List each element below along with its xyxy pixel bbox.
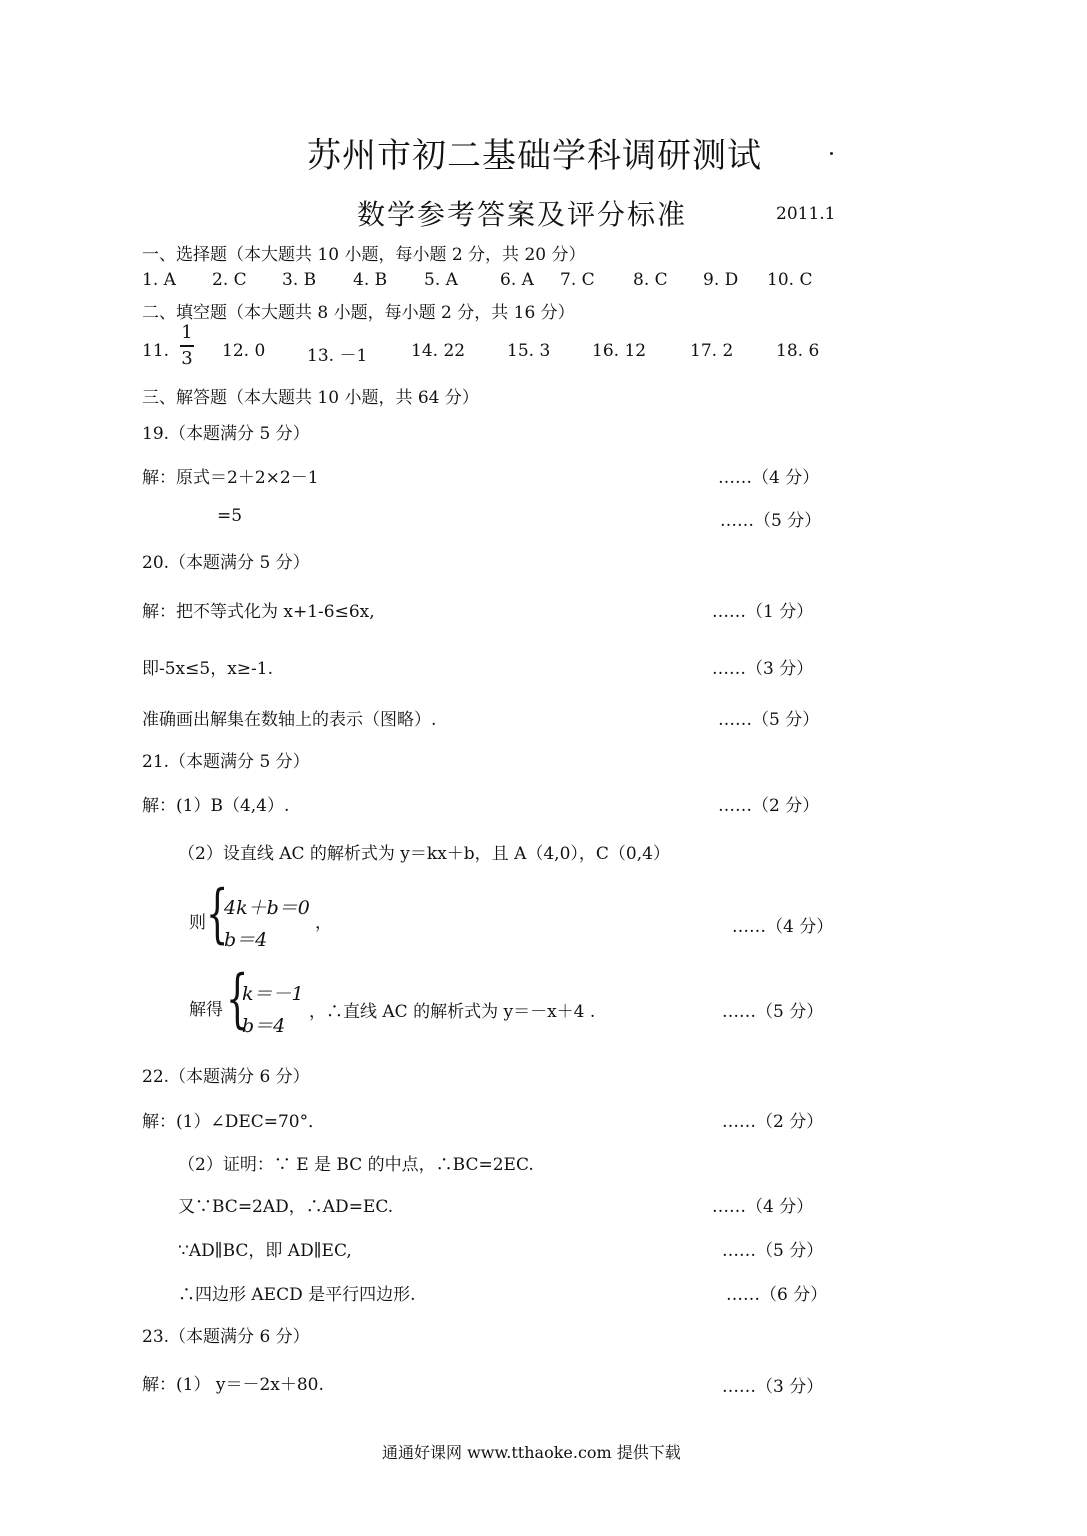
answer-1: 1. A — [142, 270, 176, 290]
q21-line1: 解：(1）B（4,4）. — [142, 796, 290, 816]
q19-mark1: ……（4 分） — [718, 468, 820, 488]
q23-line1: 解：(1） y＝－2x＋80. — [142, 1375, 324, 1395]
q21-system1-suffix: ， — [315, 913, 332, 933]
q21-mark3: ……（5 分） — [722, 1002, 824, 1022]
page-subtitle: 数学参考答案及评分标准 — [357, 198, 688, 231]
q22-line2: （2）证明：∵ E 是 BC 的中点，∴BC=2EC. — [178, 1155, 534, 1175]
section3-heading: 三、解答题（本大题共 10 小题，共 64 分） — [142, 388, 479, 408]
answer-13: 13. －1 — [307, 346, 368, 366]
q19-header: 19.（本题满分 5 分） — [142, 424, 310, 444]
q23-header: 23.（本题满分 6 分） — [142, 1327, 310, 1347]
fraction-bar — [180, 345, 194, 347]
q19-line1: 解：原式＝2＋2×2－1 — [142, 468, 319, 488]
answer-12: 12. 0 — [222, 341, 266, 361]
answer-4: 4. B — [353, 270, 388, 290]
q21-system2-eq2: b＝4 — [242, 1015, 286, 1037]
q22-line5: ∴四边形 AECD 是平行四边形. — [178, 1285, 416, 1305]
answer-15: 15. 3 — [507, 341, 551, 361]
q23-mark1: ……（3 分） — [722, 1377, 824, 1397]
section2-heading: 二、填空题（本大题共 8 小题，每小题 2 分，共 16 分） — [142, 303, 575, 323]
q20-mark1: ……（1 分） — [712, 602, 814, 622]
q20-line3: 准确画出解集在数轴上的表示（图略）. — [142, 710, 437, 730]
answer-2: 2. C — [212, 270, 247, 290]
q21-system1-eq1: 4k＋b＝0 — [224, 897, 310, 919]
q21-system1-prefix: 则 — [189, 913, 206, 933]
q22-line1: 解：(1）∠DEC=70°． — [142, 1112, 326, 1132]
section1-heading: 一、选择题（本大题共 10 小题，每小题 2 分，共 20 分） — [142, 245, 586, 265]
q21-header: 21.（本题满分 5 分） — [142, 752, 310, 772]
answer-10: 10. C — [767, 270, 813, 290]
q22-mark4: ……（5 分） — [722, 1241, 824, 1261]
answer-6: 6. A — [500, 270, 534, 290]
q19-mark2: ……（5 分） — [720, 511, 822, 531]
q20-line1: 解：把不等式化为 x+1-6≤6x, — [142, 602, 375, 622]
q22-mark3: ……（4 分） — [712, 1197, 814, 1217]
answer-3: 3. B — [282, 270, 317, 290]
q22-header: 22.（本题满分 6 分） — [142, 1067, 310, 1087]
q21-system2-eq1: k＝－1 — [242, 983, 304, 1005]
fraction-numerator: 1 — [181, 322, 193, 343]
answer-9: 9. D — [703, 270, 739, 290]
q20-header: 20.（本题满分 5 分） — [142, 553, 310, 573]
left-brace-icon: { — [226, 962, 249, 1036]
q21-system2-suffix: ，∴直线 AC 的解析式为 y＝－x＋4 . — [309, 1002, 596, 1022]
q21-mark2: ……（4 分） — [732, 917, 834, 937]
answer-7: 7. C — [560, 270, 595, 290]
answer-17: 17. 2 — [690, 341, 734, 361]
q21-mark1: ……（2 分） — [718, 796, 820, 816]
q19-line2: =5 — [217, 506, 243, 526]
left-brace-icon: { — [206, 877, 229, 951]
answer-5: 5. A — [424, 270, 458, 290]
answer-8: 8. C — [633, 270, 668, 290]
answer-11-label: 11. — [142, 341, 170, 361]
q20-line2: 即-5x≤5，x≥-1. — [142, 659, 274, 679]
fraction-denominator: 3 — [181, 347, 193, 369]
q21-system1-eq2: b＝4 — [224, 929, 268, 951]
q22-mark1: ……（2 分） — [722, 1112, 824, 1132]
page-title: 苏州市初二基础学科调研测试 — [307, 136, 762, 176]
answer-11-fraction — [180, 324, 194, 368]
q20-mark3: ……（5 分） — [718, 710, 820, 730]
answer-16: 16. 12 — [592, 341, 647, 361]
q22-line4: ∵AD∥BC，即 AD∥EC, — [178, 1241, 352, 1261]
date-label: 2011.1 — [776, 204, 836, 224]
q22-line3: 又∵BC=2AD，∴AD=EC. — [178, 1197, 394, 1217]
footer-source: 通通好课网 www.tthaoke.com 提供下载 — [382, 1443, 681, 1462]
answer-14: 14. 22 — [411, 341, 466, 361]
q22-mark5: ……（6 分） — [726, 1285, 828, 1305]
scan-speck — [830, 152, 833, 155]
answer-18: 18. 6 — [776, 341, 820, 361]
q21-line2: （2）设直线 AC 的解析式为 y＝kx＋b，且 A（4,0），C（0,4） — [178, 844, 670, 864]
q21-system2-prefix: 解得 — [189, 1000, 223, 1020]
q20-mark2: ……（3 分） — [712, 659, 814, 679]
